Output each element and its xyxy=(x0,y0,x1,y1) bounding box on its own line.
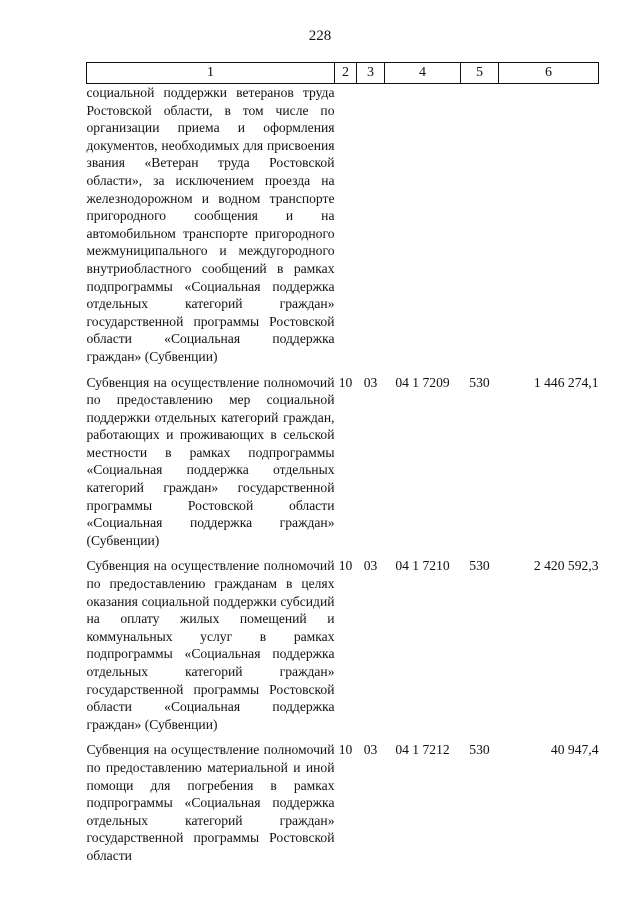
column-header-4: 4 xyxy=(385,63,461,84)
row-description: Субвенция на осуществление полномочий по предоставлению гражданам в целях оказания социальной поддержки субсидий на оплату жилых помещений и коммунальных услуг в рамках подпрограммы «Социальная поддержка отдельных категорий граждан» государственной программы Ростовской области «Социальная поддержка граждан» (Субвенции) xyxy=(86,558,335,732)
row-description: социальной поддержки ветеранов труда Ростовской области, в том числе по организации приема и оформления документов, необходимых для присвоения звания «Ветеран труда Ростовской области», за исключением проезда на железнодорожном и водном транспорте пригородного сообщения и на автомобильном транспорте пригородного межмуниципального и междугородного внутриобластного сообщений в рамках подпрограммы «Социальная поддержка отдельных категорий граждан» государственной программы Ростовской области «Социальная поддержка граждан» (Субвенции) xyxy=(86,85,335,364)
row-target-code: 04 1 7212 xyxy=(395,742,450,758)
row-expense-type-code: 530 xyxy=(469,742,490,758)
row-amount: 2 420 592,3 xyxy=(533,558,599,574)
page-number: 228 xyxy=(308,28,332,44)
row-amount xyxy=(499,84,599,366)
row-subsection-code: 03 xyxy=(363,374,378,390)
row-subsection-code: 03 xyxy=(363,558,378,574)
budget-table xyxy=(86,62,599,865)
table-row xyxy=(87,741,599,864)
row-subsection-code xyxy=(357,84,385,366)
column-header-2: 2 xyxy=(335,63,357,84)
row-description: Субвенция на осуществление полномочий по предоставлению мер социальной поддержки отдельных категорий граждан, работающих и проживающих в сельской местности в рамках подпрограммы «Социальная поддержка отдельных категорий граждан» государственной программы Ростовской области «Социальная поддержка граждан» (Субвенции) xyxy=(86,374,335,548)
table-row xyxy=(87,374,599,550)
row-section-code: 10 xyxy=(338,374,353,390)
row-target-code: 04 1 7209 xyxy=(395,374,450,390)
row-spacer xyxy=(87,549,599,557)
column-header-1: 1 xyxy=(87,63,335,84)
row-expense-type-code: 530 xyxy=(469,374,490,390)
row-section-code: 10 xyxy=(338,742,353,758)
row-target-code xyxy=(385,84,461,366)
table-row xyxy=(87,557,599,733)
column-header-6: 6 xyxy=(499,63,599,84)
row-subsection-code: 03 xyxy=(363,742,378,758)
row-spacer xyxy=(87,733,599,741)
row-amount: 40 947,4 xyxy=(550,742,599,758)
table-header-row xyxy=(87,63,599,84)
row-section-code: 10 xyxy=(338,558,353,574)
column-header-3: 3 xyxy=(357,63,385,84)
row-section-code xyxy=(335,84,357,366)
row-expense-type-code: 530 xyxy=(469,558,490,574)
row-target-code: 04 1 7210 xyxy=(395,558,450,574)
row-description: Субвенция на осуществление полномочий по предоставлению материальной и иной помощи для погребения в рамках подпрограммы «Социальная поддержка отдельных категорий граждан» государственной программы Ростовской области xyxy=(86,742,335,863)
table-row xyxy=(87,84,599,366)
column-header-5: 5 xyxy=(461,63,499,84)
row-expense-type-code xyxy=(461,84,499,366)
row-spacer xyxy=(87,366,599,374)
row-amount: 1 446 274,1 xyxy=(533,374,599,390)
